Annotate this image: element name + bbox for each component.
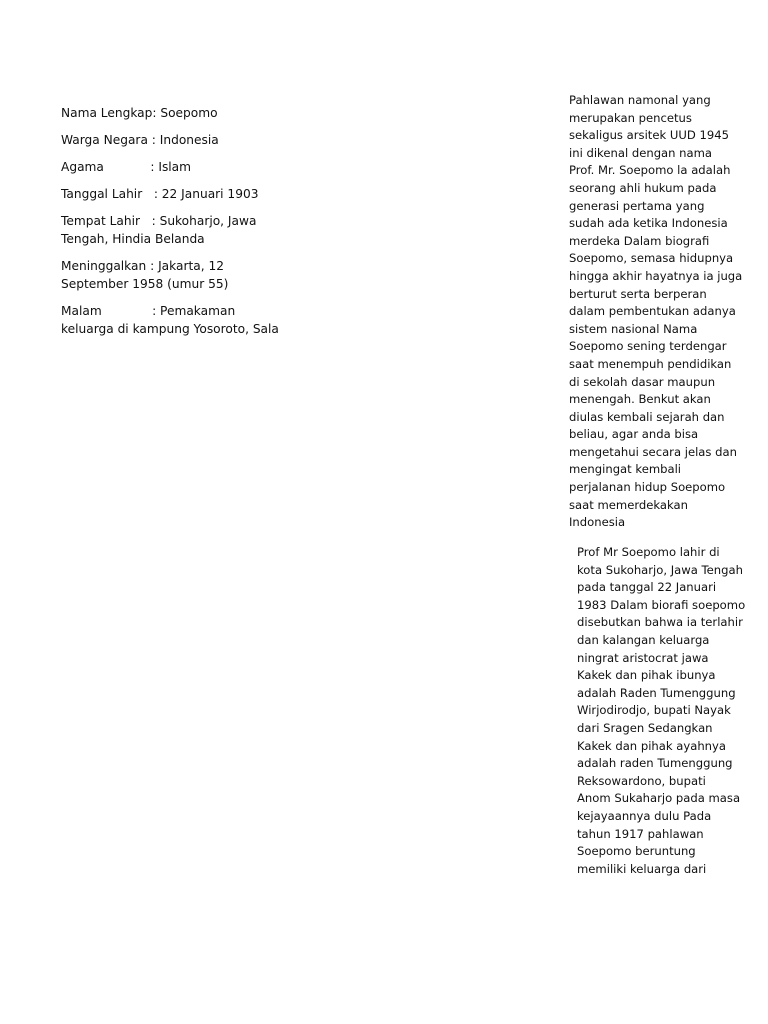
biodata-religion: Agama : Islam — [61, 160, 192, 174]
biodata-name: Nama Lengkap: Soepomo — [61, 106, 218, 120]
paragraph-introduction: Pahlawan namonal yang merupakan pencetus sekaligus arsitek UUD 1945 ini dikenal dengan nama Prof. Mr. Soepomo la adalah seorang ahli hukum pada generasi pertama yang sudah ada ketika Indonesia merdeka Dalam biografi Soepomo, semasa hidupnya hingga akhir hayatnya ia juga berturut serta berperan dalam pembentukan adanya sistem nasional Nama Soepomo sening terdengar saat menempuh pendidikan di sekolah dasar maupun menengah. Benkut akan diulas kembali sejarah dan beliau, agar anda bisa mengetahui secara jelas dan mengingat kembali perjalanan hidup Soepomo saat memerdekakan Indonesia — [569, 93, 743, 530]
biodata-birth-place: Tempat Lahir : Sukoharjo, Jawa Tengah, Hindia Belanda — [61, 214, 257, 246]
biodata-death: Meninggalkan : Jakarta, 12 September 1958 (umur 55) — [61, 259, 229, 291]
biodata-birth-date: Tanggal Lahir : 22 Januari 1903 — [61, 187, 259, 201]
paragraph-early-life: Prof Mr Soepomo lahir di kota Sukoharjo, Jawa Tengah pada tanggal 22 Januari 1983 Dalam biorafi soepomo disebutkan bahwa ia terlahir dan kalangan keluarga ningrat aristocrat jawa Kakek dan pihak ibunya adalah Raden Tumenggung Wirjodirodjo, bupati Nayak dari Sragen Sedangkan Kakek dan pihak ayahnya adalah raden Tumenggung Reksowardono, bupati Anom Sukaharjo pada masa kejayaannya dulu Pada tahun 1917 pahlawan Soepomo beruntung memiliki keluarga dari — [577, 545, 746, 876]
biodata-block — [61, 104, 291, 347]
biodata-burial: Malam : Pemakaman keluarga di kampung Yosoroto, Sala — [61, 304, 279, 336]
biodata-citizenship: Warga Negara : Indonesia — [61, 133, 219, 147]
